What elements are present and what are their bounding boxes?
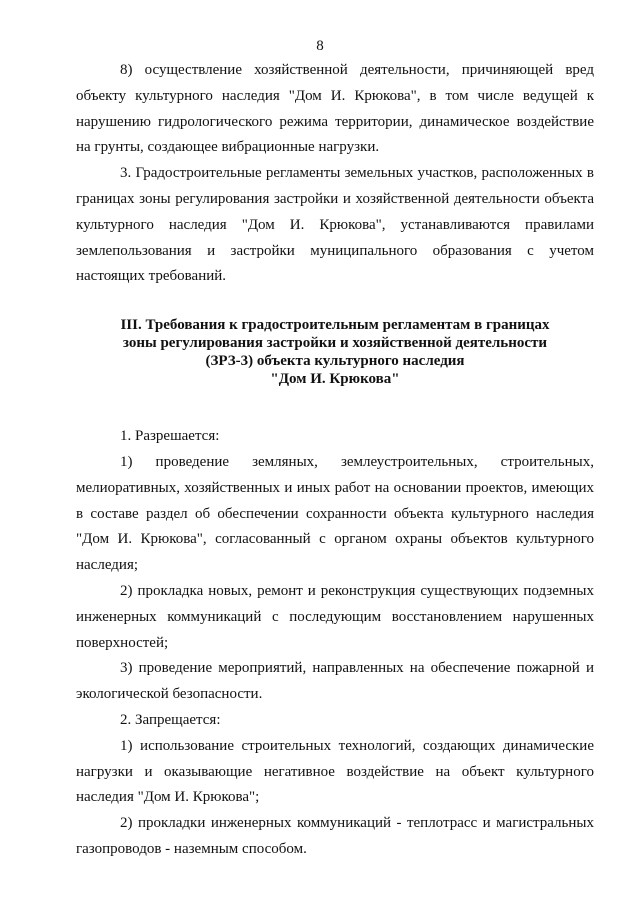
page-number: 8 [316, 38, 324, 54]
section-heading-line: зоны регулирования застройки и хозяйственной деятельности [122, 335, 548, 352]
paragraph-prohibited-2: 2) прокладки инженерных коммуникаций - теплотрасс и магистральных газопроводов - наземным способом. [76, 815, 594, 857]
paragraph-prohibited-1: 1) использование строительных технологий, создающих динамические нагрузки и оказывающие негативное воздействие на объект культурного наследия "Дом И. Крюкова"; [76, 737, 594, 806]
paragraph-allowed-2: 2) прокладка новых, ремонт и реконструкция существующих подземных инженерных коммуникаций с последующим восстановлением нарушенных поверхностей; [76, 582, 594, 651]
section-heading-line: "Дом И. Крюкова" [270, 371, 400, 388]
paragraph-regulations-3: 3. Градостроительные регламенты земельных участков, расположенных в границах зоны регулирования застройки и хозяйственной деятельности объекта культурного наследия "Дом И. Крюкова", устанавливаются правилами землепользования и застройки муниципального образования с учетом настоящих требований. [76, 165, 594, 285]
paragraph-item-8: 8) осуществление хозяйственной деятельности, причиняющей вред объекту культурного наследия "Дом И. Крюкова", в том числе ведущей к нарушению гидрологического режима территории, динамическое воздействие на грунты, создающее вибрационные нагрузки. [76, 62, 594, 156]
section-heading-line: (ЗРЗ-3) объекта культурного наследия [205, 353, 465, 370]
paragraph-allowed-3: 3) проведение мероприятий, направленных на обеспечение пожарной и экологической безопасности. [76, 660, 594, 703]
document-body [76, 58, 594, 863]
section-heading [76, 316, 594, 388]
paragraph-prohibited-heading: 2. Запрещается: [120, 711, 221, 728]
paragraph-allowed-1: 1) проведение земляных, землеустроительных, строительных, мелиоративных, хозяйственных и иных работ на основании проектов, имеющих в составе раздел об обеспечении сохранности объекта культурного наследия "Дом И. Крюкова", согласованный с органом охраны объектов культурного наследия; [76, 453, 594, 574]
paragraph-allowed-heading: 1. Разрешается: [120, 428, 220, 445]
section-heading-line: III. Требования к градостроительным регламентам в границах [120, 317, 550, 334]
